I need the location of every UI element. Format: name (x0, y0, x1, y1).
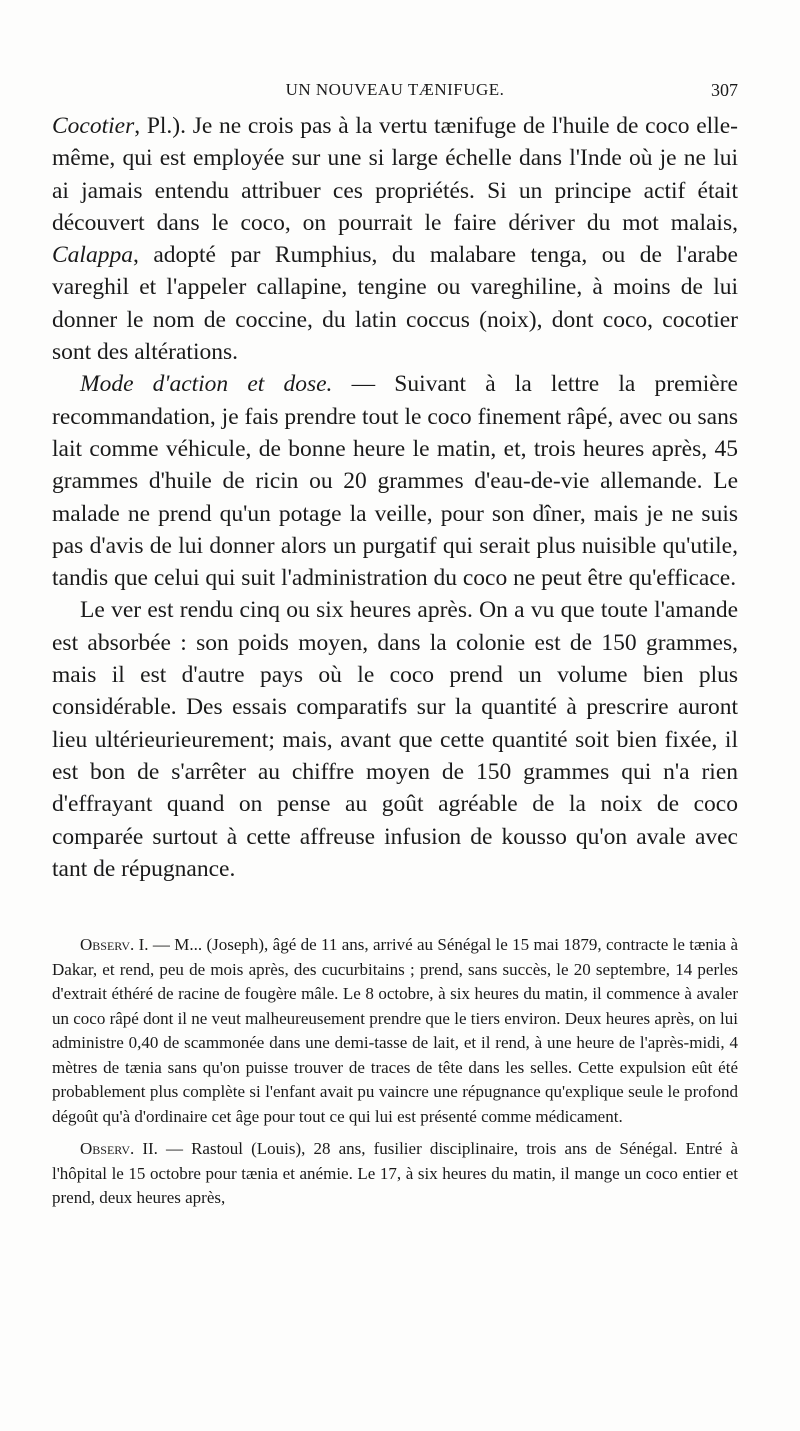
paragraph-ver-rendu (52, 594, 738, 885)
section-heading: Mode d'action et dose. (80, 371, 333, 398)
paragraph-text: Cocotier (52, 113, 135, 139)
page-header (52, 80, 738, 106)
observation-1 (52, 933, 738, 1129)
paragraph-mode-action (52, 368, 738, 594)
observations (52, 933, 738, 1211)
paragraph-text: , adopté par Rumphius, du malabare tenga, ou de l'arabe vareghil et l'appeler callapine, tengine ou vareghiline, à moins de lui donner le nom de coccine, du latin coccus (noix), dont coco, cocotier sont des altérations. (52, 242, 738, 366)
observation-text: — Rastoul (Louis), 28 ans, fusilier disciplinaire, trois ans de Sénégal. Entré à l'hôpital le 15 octobre pour tænia et anémie. Le 17, à six heures du matin, il mange un coco entier et prend, deux heures après, (52, 1139, 738, 1208)
running-head: UN NOUVEAU TÆNIFUGE. (285, 80, 505, 99)
observation-2 (52, 1137, 738, 1211)
paragraph-text: , Pl.). Je ne crois pas à la vertu tænifuge de l'huile de coco elle-même, qui est employée sur une si large échelle dans l'Inde où je ne lui ai jamais entendu attribuer ces propriétés. Si un principe actif était découvert dans le coco, on pourrait le faire dériver du mot malais, (52, 113, 738, 236)
observation-text: — M... (Joseph), âgé de 11 ans, arrivé au Sénégal le 15 mai 1879, contracte le tænia à Dakar, et rend, peu de mois après, des cucurbitains ; prend, sans succès, le 20 septembre, 14 perles d'extrait éthéré de racine de fougère mâle. Le 8 octobre, à six heures du matin, il commence à avaler un coco râpé dont il ne veut malheureusement prendre que le tiers environ. Deux heures après, on lui administre 0,40 de scammonée dans une demi-tasse de lait, et il rend, à une heure de l'après-midi, 4 mètres de tænia sans qu'on puisse trouver de traces de tête dans les selles. Cette expulsion eût été probablement plus complète si l'enfant avait pu vaincre une répugnance qu'explique seule le profond dégoût qu'à d'ordinaire cet âge pour tout ce qui lui est présenté comme médicament. (52, 935, 738, 1126)
page-body (52, 110, 738, 1211)
paragraph-text: Le ver est rendu cinq ou six heures après. On a vu que toute l'amande est absorbée : son poids moyen, dans la colonie est de 150 grammes, mais il est d'autre pays où le coco prend un volume bien plus considérable. Des essais comparatifs sur la quantité à prescrire auront lieu ultérieurieurement; mais, avant que cette quantité soit bien fixée, il est bon de s'arrêter au chiffre moyen de 150 grammes qui n'a rien d'effrayant quand on pense au goût agréable de la noix de coco comparée surtout à cette affreuse infusion de kousso qu'on avale avec tant de répugnance. (52, 597, 738, 882)
observation-label: Observ. II. (80, 1139, 158, 1159)
paragraph-text: — Suivant à la lettre la première recommandation, je fais prendre tout le coco finement râpé, avec ou sans lait comme véhicule, de bonne heure le matin, et, trois heures après, 45 grammes d'huile de ricin ou 20 grammes d'eau-de-vie allemande. Le malade ne prend qu'un potage la veille, pour son dîner, mais je ne suis pas d'avis de lui donner alors un purgatif qui serait plus nuisible qu'utile, tandis que celui qui suit l'administration du coco ne peut être qu'efficace. (52, 371, 738, 592)
observation-label: Observ. I. (80, 935, 149, 955)
page-number: 307 (711, 80, 738, 100)
paragraph-text: Calappa (52, 242, 133, 269)
paragraph-cocotier (52, 110, 738, 368)
